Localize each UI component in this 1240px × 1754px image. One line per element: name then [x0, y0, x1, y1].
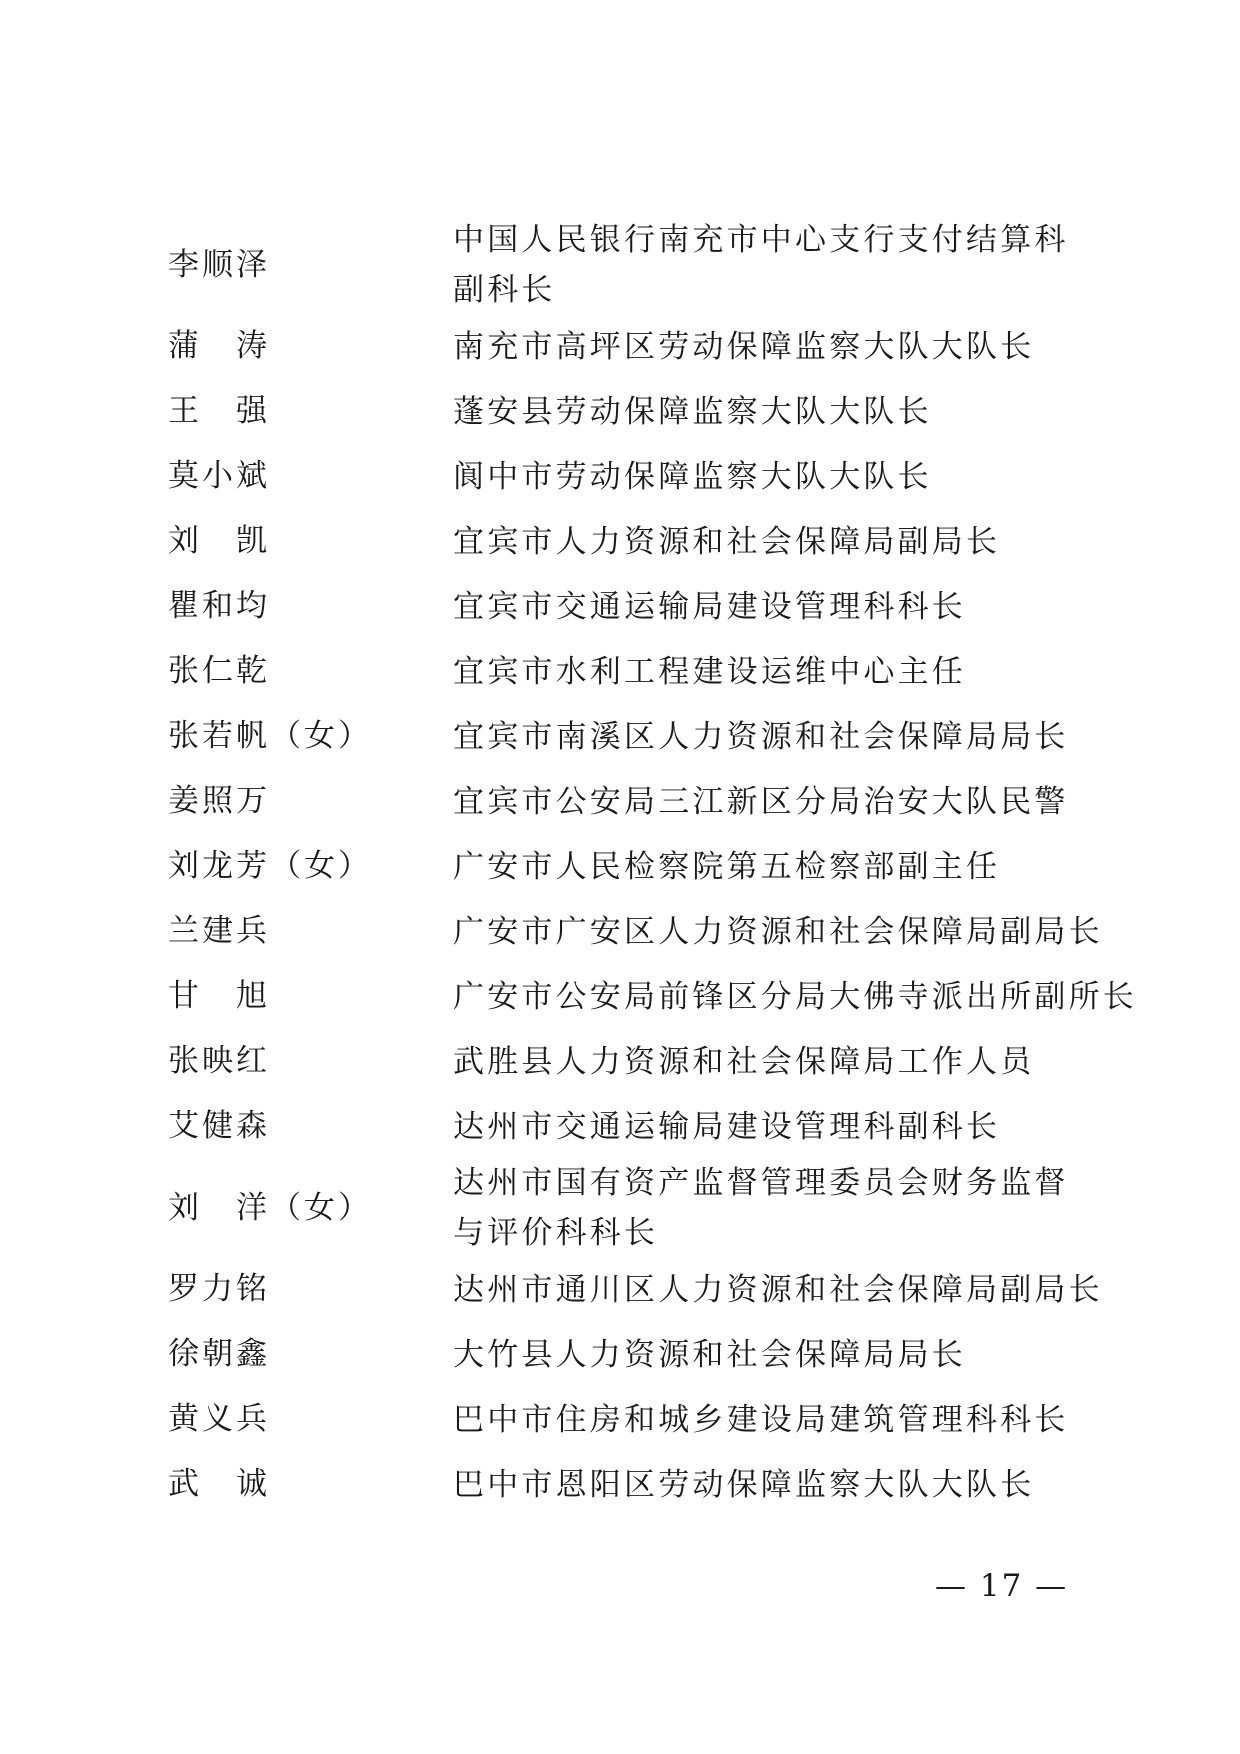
- person-title-line: 副科长: [453, 272, 556, 308]
- list-item: [168, 379, 1088, 444]
- person-name: 莫小斌: [168, 458, 270, 494]
- person-name: 瞿和均: [168, 588, 270, 624]
- list-item: [168, 704, 1088, 769]
- person-name: 王 强: [168, 393, 270, 429]
- person-title-line: 广安市人民检察院第五检察部副主任: [453, 848, 1001, 885]
- person-name: 甘 旭: [168, 978, 270, 1014]
- list-item: [168, 964, 1137, 1029]
- list-item: [168, 1159, 1088, 1257]
- person-name: 李顺泽: [168, 246, 270, 283]
- person-title-line: 巴中市恩阳区劳动保障监察大队大队长: [453, 1466, 1035, 1503]
- person-title-line: 宜宾市南溪区人力资源和社会保障局局长: [453, 718, 1069, 755]
- list-item: [168, 1094, 1088, 1159]
- list-item: [168, 1387, 1088, 1452]
- list-item: [168, 1452, 1088, 1517]
- person-title-line: 中国人民银行南充市中心支行支付结算科: [453, 222, 1069, 258]
- person-title: [453, 517, 1088, 567]
- person-name: 张若帆（女）: [168, 718, 372, 754]
- list-item: [168, 1322, 1088, 1387]
- person-name: 姜照万: [168, 783, 270, 819]
- person-title: [453, 215, 1088, 315]
- person-title-line: 宜宾市水利工程建设运维中心主任: [453, 653, 966, 690]
- person-title-line: 宜宾市公安局三江新区分局治安大队民警: [453, 783, 1069, 820]
- person-title-line: 武胜县人力资源和社会保障局工作人员: [453, 1043, 1035, 1080]
- person-title: [453, 907, 1103, 957]
- list-item: [168, 216, 1088, 314]
- person-title: [453, 972, 1137, 1022]
- list-item: [168, 1029, 1088, 1094]
- list-item: [168, 509, 1088, 574]
- person-title: [453, 1102, 1088, 1152]
- list-item: [168, 1257, 1103, 1322]
- person-title: [453, 322, 1088, 372]
- person-name: 刘龙芳（女）: [168, 848, 372, 884]
- person-name: 黄义兵: [168, 1401, 270, 1437]
- person-title-line: 达州市国有资产监督管理委员会财务监督: [453, 1165, 1069, 1201]
- person-title: [453, 1395, 1088, 1445]
- list-item: [168, 444, 1088, 509]
- list-item: [168, 769, 1088, 834]
- person-title-line: 达州市交通运输局建设管理科副科长: [453, 1108, 1001, 1145]
- person-title: [453, 1330, 1088, 1380]
- person-name: 罗力铭: [168, 1271, 270, 1307]
- person-title-line: 宜宾市人力资源和社会保障局副局长: [453, 523, 1001, 560]
- person-title-line: 巴中市住房和城乡建设局建筑管理科科长: [453, 1401, 1069, 1438]
- person-title-line: 广安市广安区人力资源和社会保障局副局长: [453, 913, 1103, 950]
- person-title: [453, 1158, 1088, 1258]
- personnel-list: [168, 216, 1137, 1517]
- person-title: [453, 842, 1088, 892]
- person-title: [453, 1265, 1103, 1315]
- person-title: [453, 647, 1088, 697]
- person-name: 艾健森: [168, 1108, 270, 1144]
- person-name: 武 诚: [168, 1466, 270, 1502]
- person-title-line: 达州市通川区人力资源和社会保障局副局长: [453, 1271, 1103, 1308]
- list-item: [168, 899, 1103, 964]
- person-title-line: 与评价科科长: [453, 1215, 659, 1251]
- person-title-line: 宜宾市交通运输局建设管理科科长: [453, 588, 966, 625]
- person-title-line: 阆中市劳动保障监察大队大队长: [453, 458, 932, 495]
- person-name: 刘 洋（女）: [168, 1189, 372, 1226]
- person-title: [453, 712, 1088, 762]
- person-title-line: 大竹县人力资源和社会保障局局长: [453, 1336, 966, 1373]
- person-name: 兰建兵: [168, 913, 270, 949]
- list-item: [168, 639, 1088, 704]
- list-item: [168, 314, 1088, 379]
- person-title-line: 广安市公安局前锋区分局大佛寺派出所副所长: [453, 978, 1137, 1015]
- person-name: 刘 凯: [168, 523, 270, 559]
- person-title-line: 南充市高坪区劳动保障监察大队大队长: [453, 328, 1035, 365]
- person-title: [453, 777, 1088, 827]
- page-number: — 17 —: [935, 1568, 1069, 1604]
- person-title-line: 蓬安县劳动保障监察大队大队长: [453, 393, 932, 430]
- person-title: [453, 582, 1088, 632]
- person-title: [453, 452, 1088, 502]
- person-name: 蒲 涛: [168, 328, 270, 364]
- person-title: [453, 387, 1088, 437]
- list-item: [168, 834, 1088, 899]
- person-name: 徐朝鑫: [168, 1336, 270, 1372]
- list-item: [168, 574, 1088, 639]
- person-name: 张映红: [168, 1043, 270, 1079]
- person-title: [453, 1037, 1088, 1087]
- person-title: [453, 1460, 1088, 1510]
- person-name: 张仁乾: [168, 653, 270, 689]
